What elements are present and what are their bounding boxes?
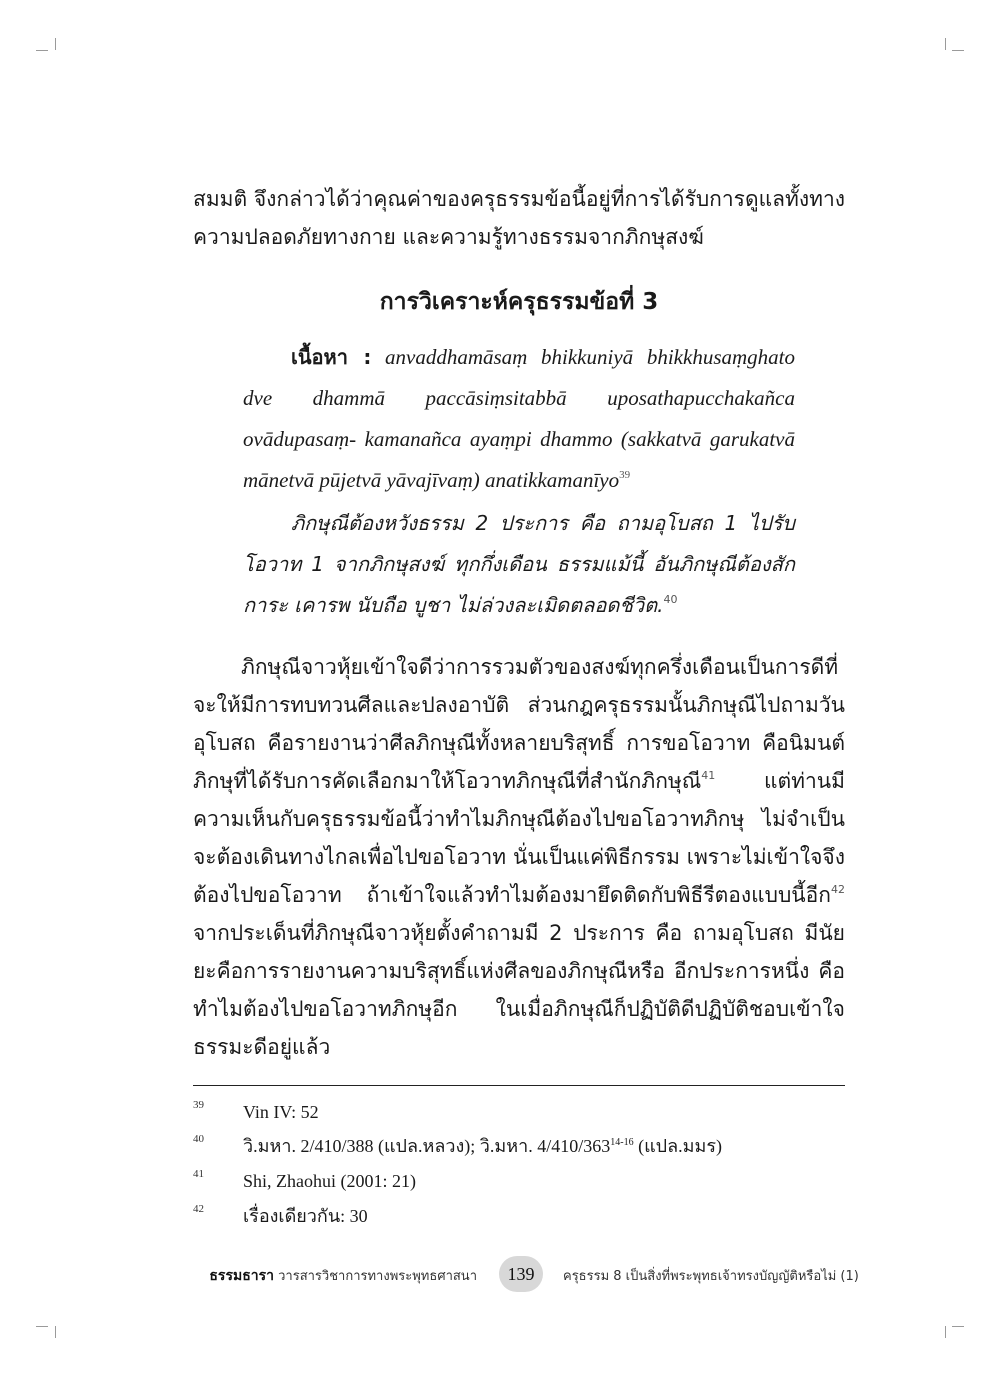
crop-mark <box>55 38 56 50</box>
footnote-text-main: วิ.มหา. 2/410/388 (แปล.หลวง); วิ.มหา. 4/410/363 <box>243 1136 611 1156</box>
footnote-ref: 41 <box>701 769 716 782</box>
page-number: 139 <box>499 1256 543 1292</box>
footnote-ref: 40 <box>663 593 678 606</box>
intro-paragraph: สมมติ จึงกล่าวได้ว่าคุณค่าของครุธรรมข้อนี้อยู่ที่การได้รับการดูแลทั้งทางความปลอดภัยทางกาย และความรู้ทางธรรมจากภิกษุสงฆ์ <box>193 187 845 249</box>
thai-quote-text: ภิกษุณีต้องหวังธรรม 2 ประการ คือ ถามอุโบสถ 1 ไปรับโอวาท 1 จากภิกษุสงฆ์ ทุกกึ่งเดือน ธรรมแม้นี้ อันภิกษุณีต้องสักการะ เคารพ นับถือ บูชา ไม่ล่วงละเมิดตลอดชีวิต. <box>243 511 795 617</box>
footnote-divider <box>193 1085 845 1086</box>
page-footer <box>193 1256 859 1292</box>
crop-mark <box>36 50 48 51</box>
crop-mark <box>952 1326 964 1327</box>
pali-quote <box>243 337 795 501</box>
content-label: เนื้อหา : <box>291 345 372 369</box>
footnote-superscript: 14-16 <box>610 1137 634 1148</box>
footnote-text: เรื่องเดียวกัน: 30 <box>243 1206 368 1226</box>
footnote-number: 42 <box>193 1203 204 1215</box>
footnote-number: 39 <box>193 1099 204 1111</box>
article-title: ครุธรรม 8 เป็นสิ่งที่พระพุทธเจ้าทรงบัญญัติหรือไม่ (1) <box>563 1269 859 1284</box>
journal-name <box>209 1265 477 1287</box>
pali-text: anvaddhamāsaṃ bhikkuniyā bhikkhusaṃghato dve dhammā paccāsiṃsitabbā uposathapucchakañca ovādupasaṃ- kamanañca ayaṃpi dhammo (sakkatvā garukatvā mānetvā pūjetvā yāvajīvaṃ) anatikkamanīyo <box>243 345 795 492</box>
crop-mark <box>36 1326 48 1327</box>
journal-title: ธรรมธารา <box>209 1268 274 1284</box>
section-heading: การวิเคราะห์ครุธรรมข้อที่ 3 <box>379 289 659 315</box>
journal-subtitle: วารสารวิชาการทางพระพุทธศาสนา <box>273 1269 477 1284</box>
analysis-text: ภิกษุณีจาวหุ้ยเข้าใจดีว่าการรวมตัวของสงฆ์ทุกครึ่งเดือนเป็นการดีที่จะให้มีการทบทวนศีลและปลงอาบัติ ส่วนกฎครุธรรมนั้นภิกษุณีไปถามวันอุโบสถ คือรายงานว่าศีลภิกษุณีทั้งหลายบริสุทธิ์ การขอโอวาท คือนิมนต์ภิกษุที่ได้รับการคัดเลือกมาให้โอวาทภิกษุณีที่สำนักภิกษุณี <box>193 655 845 793</box>
analysis-paragraph <box>193 648 845 1066</box>
footnote-number: 41 <box>193 1168 204 1180</box>
footnote <box>193 1133 845 1167</box>
footnote-text: Vin IV: 52 <box>243 1102 319 1122</box>
crop-mark <box>945 38 946 50</box>
analysis-text: แต่ท่านมีความเห็นกับครุธรรมข้อนี้ว่าทำไมภิกษุณีต้องไปขอโอวาทภิกษุ ไม่จำเป็นจะต้องเดินทางไกลเพื่อไปขอโอวาท นั่นเป็นแค่พิธีกรรม เพราะไม่เข้าใจจึงต้องไปขอโอวาท ถ้าเข้าใจแล้วทำไมต้องมายึดติดกับพิธีรีตองแบบนี้อีก <box>193 769 845 907</box>
footnote-ref: 39 <box>619 469 631 481</box>
crop-mark <box>55 1326 56 1338</box>
footnote <box>193 1099 845 1133</box>
footnote-text <box>243 1133 722 1159</box>
footnote-ref: 42 <box>831 883 845 896</box>
footnote <box>193 1203 845 1237</box>
crop-mark <box>945 1326 946 1338</box>
footnote-text-tail: (แปล.มมร) <box>633 1136 723 1156</box>
thai-translation-quote <box>243 503 795 626</box>
footnote-text: Shi, Zhaohui (2001: 21) <box>243 1171 416 1191</box>
footnote-number: 40 <box>193 1133 204 1145</box>
analysis-text: จากประเด็นที่ภิกษุณีจาวหุ้ยตั้งคำถามมี 2 ประการ คือ ถามอุโบสถ มีนัยยะคือการรายงานความบริสุทธิ์แห่งศีลของภิกษุณีหรือ อีกประการหนึ่ง คือ ทำไมต้องไปขอโอวาทภิกษุอีก ในเมื่อภิกษุณีก็ปฏิบัติดีปฏิบัติชอบเข้าใจธรรมะดีอยู่แล้ว <box>193 921 845 1059</box>
crop-mark <box>952 50 964 51</box>
footnote <box>193 1168 845 1202</box>
